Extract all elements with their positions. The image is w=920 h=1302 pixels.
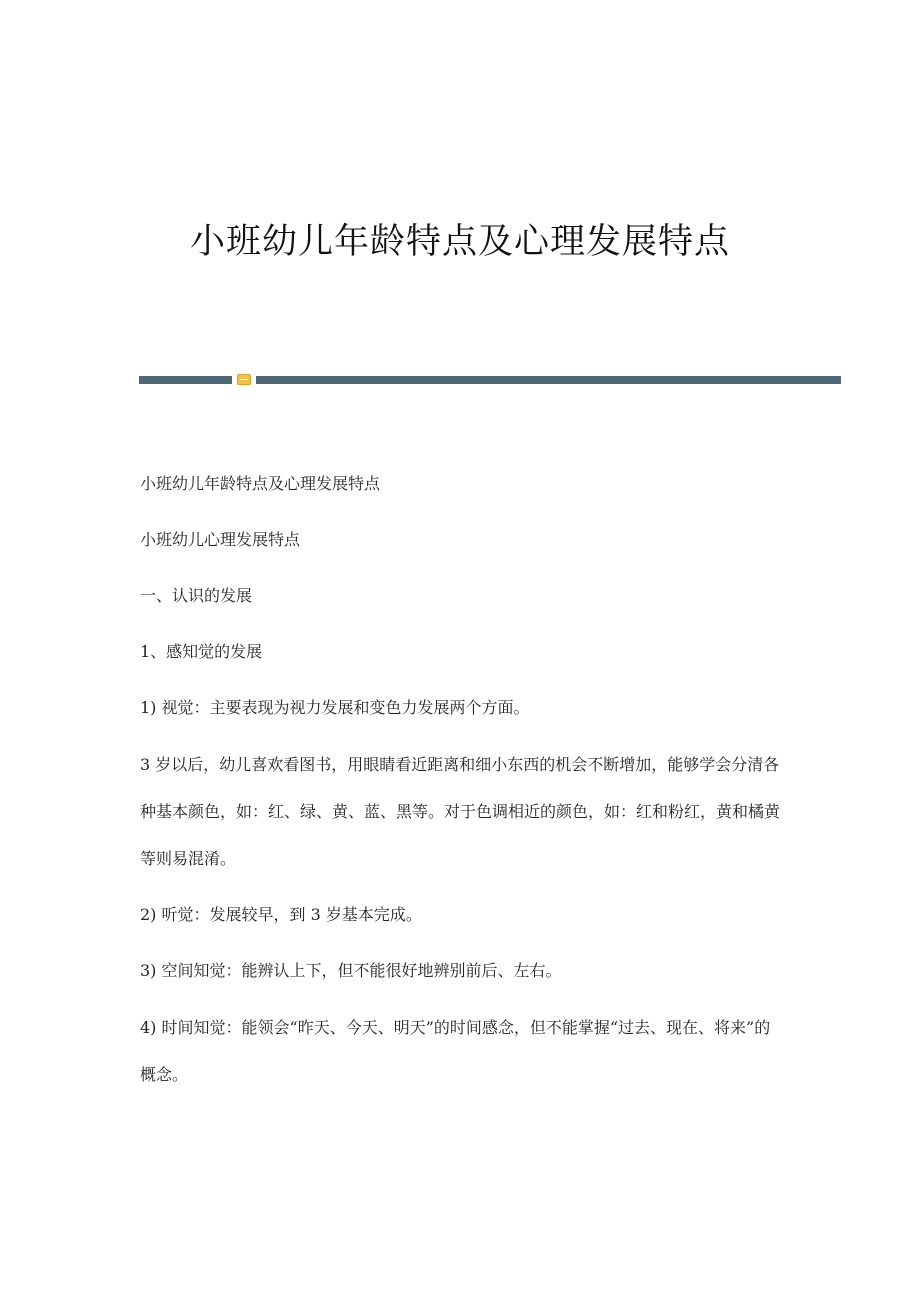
divider-right-bar [256,376,841,384]
document-title: 小班幼儿年龄特点及心理发展特点 [189,222,730,262]
section-heading-cognition: 一、认识的发展 [140,586,253,605]
document-body [140,470,780,1117]
paragraph-spatial-perception: 3) 空间知觉：能辨认上下，但不能很好地辨别前后、左右。 [140,961,562,980]
paragraph-hearing: 2) 听觉：发展较早，到 3 岁基本完成。 [140,905,422,924]
paragraph-vision: 1) 视觉：主要表现为视力发展和变色力发展两个方面。 [140,698,530,717]
divider-marker-icon [237,374,251,385]
paragraph-color-recognition: 3 岁以后，幼儿喜欢看图书，用眼睛看近距离和细小东西的机会不断增加，能够学会分清各种基本颜色，如：红、绿、黄、蓝、黑等。对于色调相近的颜色，如：红和粉红，黄和橘黄等则易混淆。 [140,755,781,868]
divider-left-bar [139,376,232,384]
paragraph-subheading: 小班幼儿心理发展特点 [140,530,301,549]
title-divider [139,372,841,386]
paragraph-time-perception: 4) 时间知觉：能领会“昨天、今天、明天”的时间感念，但不能掌握“过去、现在、将来”的概念。 [140,1018,771,1084]
subsection-heading-perception: 1、感知觉的发展 [140,642,263,661]
paragraph-heading: 小班幼儿年龄特点及心理发展特点 [140,474,381,493]
